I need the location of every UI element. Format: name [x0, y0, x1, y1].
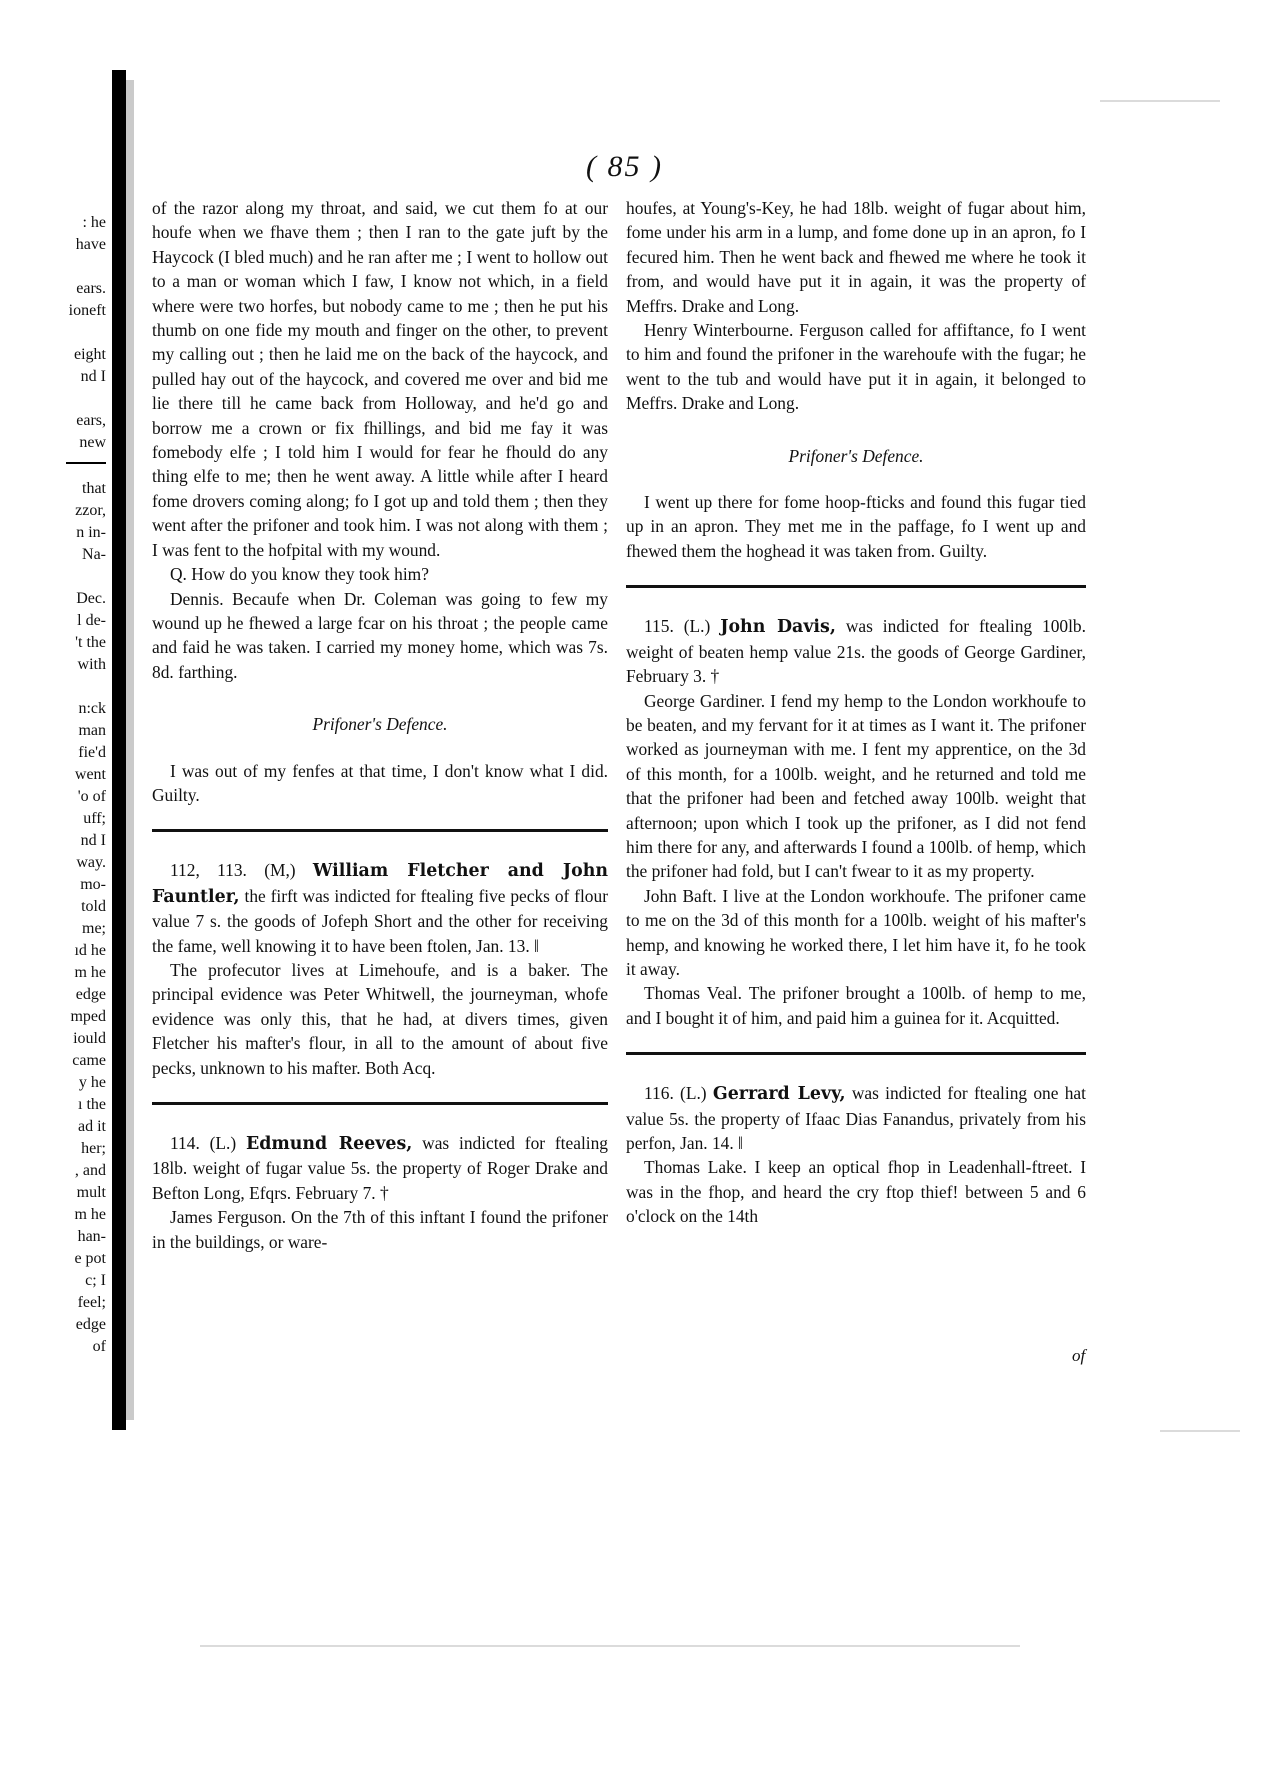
testimony-winterbourne: Henry Winterbourne. Ferguson called for affiftance, fo I went to him and found the prifoner in the warehoufe with the fugar; he went to the tub and would have put it in again, it belonged to Meffrs. Drake and Long.	[626, 320, 1086, 414]
case-entry	[152, 1131, 608, 1205]
margin-fragment: l de-	[77, 612, 106, 629]
defendant-names: William Fletcher and John Fauntler,	[152, 861, 608, 907]
margin-fragment: e pot	[74, 1250, 106, 1267]
margin-fragment: n in-	[76, 524, 106, 541]
case-number: 112, 113. (M,)	[170, 860, 296, 881]
defence-text: I was out of my fenfes at that time, I don't know what I did. Guilty.	[152, 760, 608, 805]
case-number: 114. (L.)	[170, 1133, 237, 1153]
defendant-names: Gerrard Levy,	[712, 1084, 846, 1105]
indictment-text: was indicted for ftealing one hat value 5s. the property of Ifaac Dias Fanandus, privately from his perfon, Jan. 14. ‖	[626, 1083, 1086, 1153]
margin-fragment: came	[72, 1052, 106, 1069]
margin-fragment: man	[78, 722, 106, 739]
margin-fragment: nd I	[80, 832, 106, 849]
margin-fragment	[36, 388, 106, 410]
section-divider	[152, 829, 608, 832]
left-column	[152, 196, 608, 1254]
indictment-text: the firft was indicted for ftealing five pecks of flour value 7 s. the goods of Jofeph Short and the other for receiving the fame, well knowing it to have been ftolen, Jan. 13. ‖	[152, 885, 608, 956]
defence-text: I went up there for fome hoop-fticks and found this fugar tied up in an apron. They met me in the paffage, fo I went up and fhewed them the hoghead it was taken from. Guilty.	[626, 492, 1086, 561]
margin-fragment: me;	[82, 920, 106, 937]
margin-fragment	[36, 566, 106, 588]
margin-fragment: iould	[73, 1030, 106, 1047]
margin-fragment	[36, 322, 106, 344]
binding-shadow	[112, 70, 126, 1430]
margin-fragment: her;	[81, 1140, 106, 1157]
right-column	[626, 196, 1086, 1229]
case-entry	[626, 1081, 1086, 1155]
margin-fragment: y he	[78, 1074, 106, 1091]
paragraph: houfes, at Young's-Key, he had 18lb. weight of fugar about him, fome under his arm in a lump, and fome done up in an apron, fo I fecured him. Then he went back and fhewed me where he took it from, and would have put it in again, it was the property of Meffrs. Drake and Long.	[626, 198, 1086, 316]
catchword: of	[1072, 1346, 1086, 1365]
margin-fragment: have	[75, 236, 106, 253]
section-heading: Prifoner's Defence.	[788, 445, 924, 466]
margin-fragment	[36, 676, 106, 698]
paragraph: of the razor along my throat, and said, we cut them fo at our houfe when we fhave them ; then I ran to the gate juft by the Haycock (I bled much) and he ran after me ; I went to hollow out to a man or woman which I faw, I know not which, in a field where were two horfes, but nobody came to me ; then he put his thumb on one fide my mouth and finger on the other, to prevent my calling out ; then he laid me on the back of the haycock, and pulled hay out of the haycock, and covered me over and bid me lie there till he came back from Holloway, and he'd go and borrow me a crown or fix fhillings, and bid me fay it was fomebody elfe ; I told him I would for fear he fhould do any thing elfe to me; then he went away. A little while after I heard fome drovers coming along; fo I got up and told them ; then they went after the prifoner and took him. I was not along with them ; I was fent to the hofpital with my wound.	[152, 198, 608, 560]
margin-fragment: han-	[77, 1228, 106, 1245]
margin-fragment: mo-	[80, 876, 106, 893]
section-heading: Prifoner's Defence.	[312, 714, 448, 735]
margin-fragment: m he	[74, 964, 106, 981]
indictment-text: was indicted for ftealing 18lb. weight of fugar value 5s. the property of Roger Drake and Befton Long, Efqrs. February 7. †	[152, 1133, 608, 1203]
margin-fragment: ears.	[76, 280, 106, 297]
margin-fragment: Na-	[82, 546, 106, 563]
testimony-gardiner: George Gardiner. I fend my hemp to the London workhoufe to be beaten, and my fervant for it at times as I want it. The prifoner worked as journeyman with me. I fent my apprentice, on the 3d of this month, for a 100lb. weight, and he returned and told me that the prifoner had been and fetched away 100lb. weight that afternoon; upon which I took up the prifoner, as I did not fend him there for any, and afterwards I found a 100lb. of hemp, which the prifoner had fold, but I can't fwear to it as my property.	[626, 690, 1086, 882]
case-entry	[626, 614, 1086, 688]
scan-speckle	[200, 1645, 1020, 1647]
margin-fragment: : he	[82, 214, 106, 231]
margin-fragment: zzor,	[75, 502, 106, 519]
question-line: Q. How do you know they took him?	[170, 564, 429, 585]
margin-fragment: mult	[76, 1184, 106, 1201]
margin-fragment: edge	[75, 1316, 106, 1333]
case-entry	[152, 858, 608, 958]
case-number: 116. (L.)	[644, 1083, 707, 1104]
margin-fragment: 't the	[75, 634, 106, 651]
testimony-baft: John Baft. I live at the London workhoufe. The prifoner came to me on the 3d of this month for a 100lb. weight of his mafter's hemp, and knowing he worked there, I let him have it, fo he took it away.	[626, 885, 1086, 979]
margin-fragment: with	[77, 656, 106, 673]
margin-fragment: ad it	[78, 1118, 106, 1135]
scan-speckle	[1160, 1430, 1240, 1432]
case-narrative: The profecutor lives at Limehoufe, and is a baker. The principal evidence was Peter Whitwell, the journeyman, whofe evidence was only this, that he had, at divers times, given Fletcher his mafter's flour, in all to the amount of about five pecks, unknown to his mafter. Both Acq.	[152, 959, 608, 1078]
margin-fragment: new	[79, 434, 106, 451]
testimony-dennis: Dennis. Becaufe when Dr. Coleman was going to few my wound up he fhewed a large fcar on his throat ; the people came and faid he was taken. I carried my money home, which was 7s. 8d. farthing.	[152, 588, 608, 682]
margin-fragment: that	[82, 480, 106, 497]
testimony-ferguson: James Ferguson. On the 7th of this inftant I found the prifoner in the buildings, or ware-	[152, 1207, 608, 1252]
section-divider	[152, 1102, 608, 1105]
margin-fragment: n:ck	[78, 700, 106, 717]
margin-fragment: fie'd	[78, 744, 106, 761]
case-number: 115. (L.)	[644, 616, 711, 637]
margin-fragment: way.	[76, 854, 106, 871]
margin-fragment: of	[92, 1338, 106, 1355]
margin-fragment: edge	[75, 986, 106, 1003]
margin-fragment: ears,	[76, 412, 106, 429]
margin-fragment: c; I	[85, 1272, 106, 1289]
margin-fragment	[36, 256, 106, 278]
margin-fragment: Dec.	[76, 590, 106, 607]
section-divider	[626, 585, 1086, 588]
testimony-lake: Thomas Lake. I keep an optical fhop in Leadenhall-ftreet. I was in the fhop, and heard the cry ftop thief! between 5 and 6 o'clock on the 14th	[626, 1157, 1086, 1227]
margin-fragment: ıd he	[74, 942, 106, 959]
margin-fragment: eight	[74, 346, 106, 363]
margin-fragment: uff;	[83, 810, 106, 827]
defendant-names: John Davis,	[720, 617, 836, 638]
margin-fragment: , and	[74, 1162, 106, 1179]
margin-fragment: went	[74, 766, 106, 783]
margin-fragment: nd I	[80, 368, 106, 385]
margin-fragment: mped	[70, 1008, 106, 1025]
binding-gradient	[126, 80, 134, 1420]
margin-fragment: ioneft	[68, 302, 106, 319]
margin-fragments	[36, 212, 106, 1358]
margin-rule	[66, 462, 106, 464]
page-number: ( 85 )	[586, 150, 663, 183]
margin-fragment: m he	[74, 1206, 106, 1223]
margin-fragment: told	[81, 898, 106, 915]
scan-speckle	[1100, 100, 1220, 102]
section-divider	[626, 1052, 1086, 1055]
margin-fragment: 'o of	[77, 788, 106, 805]
testimony-veal: Thomas Veal. The prifoner brought a 100lb. of hemp to me, and I bought it of him, and paid him a guinea for it. Acquitted.	[626, 983, 1086, 1028]
margin-fragment: feel;	[77, 1294, 106, 1311]
margin-fragment: ı the	[78, 1096, 106, 1113]
defendant-names: Edmund Reeves,	[245, 1134, 413, 1154]
indictment-text: was indicted for ftealing 100lb. weight of beaten hemp value 21s. the goods of George Gardiner, February 3. †	[626, 616, 1086, 687]
